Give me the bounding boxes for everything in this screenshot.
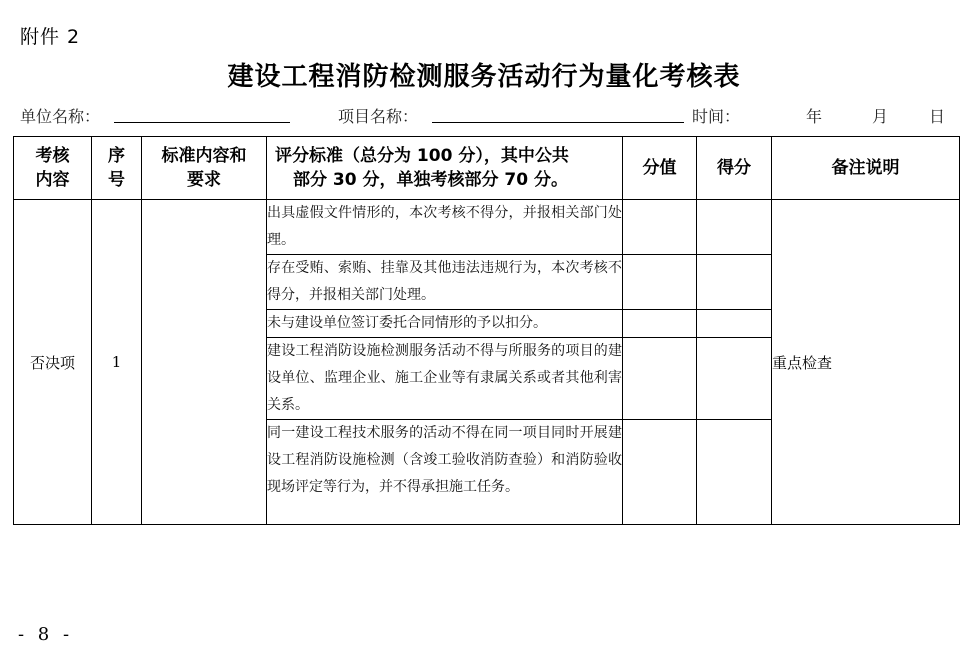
page-number: - 8 - (18, 624, 74, 645)
criterion-cell: 建设工程消防设施检测服务活动不得与所服务的项目的建设单位、监理企业、施工企业等有隶属关系或者其他利害关系。 (267, 338, 623, 420)
criterion-cell: 同一建设工程技术服务的活动不得在同一项目同时开展建设工程消防设施检测（含竣工验收消防查验）和消防验收现场评定等行为，并不得承担施工任务。 (267, 420, 623, 525)
header-scoring-standard (267, 137, 623, 200)
header-row (14, 137, 960, 200)
project-name-blank (432, 104, 684, 123)
score-obtained-cell[interactable] (697, 420, 772, 525)
header-content (14, 137, 92, 200)
criterion-cell: 未与建设单位签订委托合同情形的予以扣分。 (267, 310, 623, 338)
project-name-label: 项目名称： (338, 107, 419, 126)
unit-name-label: 单位名称： (20, 107, 101, 126)
header-requirements (142, 137, 267, 200)
header-score-value: 分值 (623, 137, 697, 200)
time-label: 时间： (692, 107, 741, 126)
attachment-label: 附件 2 (20, 26, 81, 48)
day-label: 日 (929, 107, 946, 126)
sequence-cell: 1 (92, 200, 142, 525)
year-label: 年 (806, 107, 823, 126)
score-obtained-cell[interactable] (697, 310, 772, 338)
score-value-cell[interactable] (623, 200, 697, 255)
header-std-line2: 部分 30 分，单独考核部分 70 分。 (293, 170, 568, 190)
header-score-obtained: 得分 (697, 137, 772, 200)
criterion-cell: 出具虚假文件情形的，本次考核不得分，并报相关部门处理。 (267, 200, 623, 255)
score-value-cell[interactable] (623, 338, 697, 420)
header-remarks: 备注说明 (772, 137, 960, 200)
remarks-cell: 重点检查 (772, 200, 960, 525)
assessment-content-cell: 否决项 (14, 200, 92, 525)
header-seq-line1: 序 (108, 146, 125, 166)
unit-name-blank (114, 104, 290, 123)
score-value-cell[interactable] (623, 310, 697, 338)
header-req-line1: 标准内容和 (161, 146, 247, 166)
requirements-cell (142, 200, 267, 525)
header-seq (92, 137, 142, 200)
page-title: 建设工程消防检测服务活动行为量化考核表 (227, 62, 741, 92)
header-content-line2: 内容 (35, 170, 70, 190)
header-req-line2: 要求 (187, 170, 221, 190)
score-obtained-cell[interactable] (697, 338, 772, 420)
score-value-cell[interactable] (623, 255, 697, 310)
score-obtained-cell[interactable] (697, 200, 772, 255)
assessment-table (13, 136, 960, 525)
header-seq-line2: 号 (108, 170, 125, 190)
header-content-line1: 考核 (35, 146, 70, 166)
score-value-cell[interactable] (623, 420, 697, 525)
score-obtained-cell[interactable] (697, 255, 772, 310)
header-std-line1: 评分标准（总分为 100 分），其中公共 (275, 146, 569, 166)
criterion-cell: 存在受贿、索贿、挂靠及其他违法违规行为，本次考核不得分，并报相关部门处理。 (267, 255, 623, 310)
month-label: 月 (872, 107, 889, 126)
table-row (14, 200, 960, 255)
